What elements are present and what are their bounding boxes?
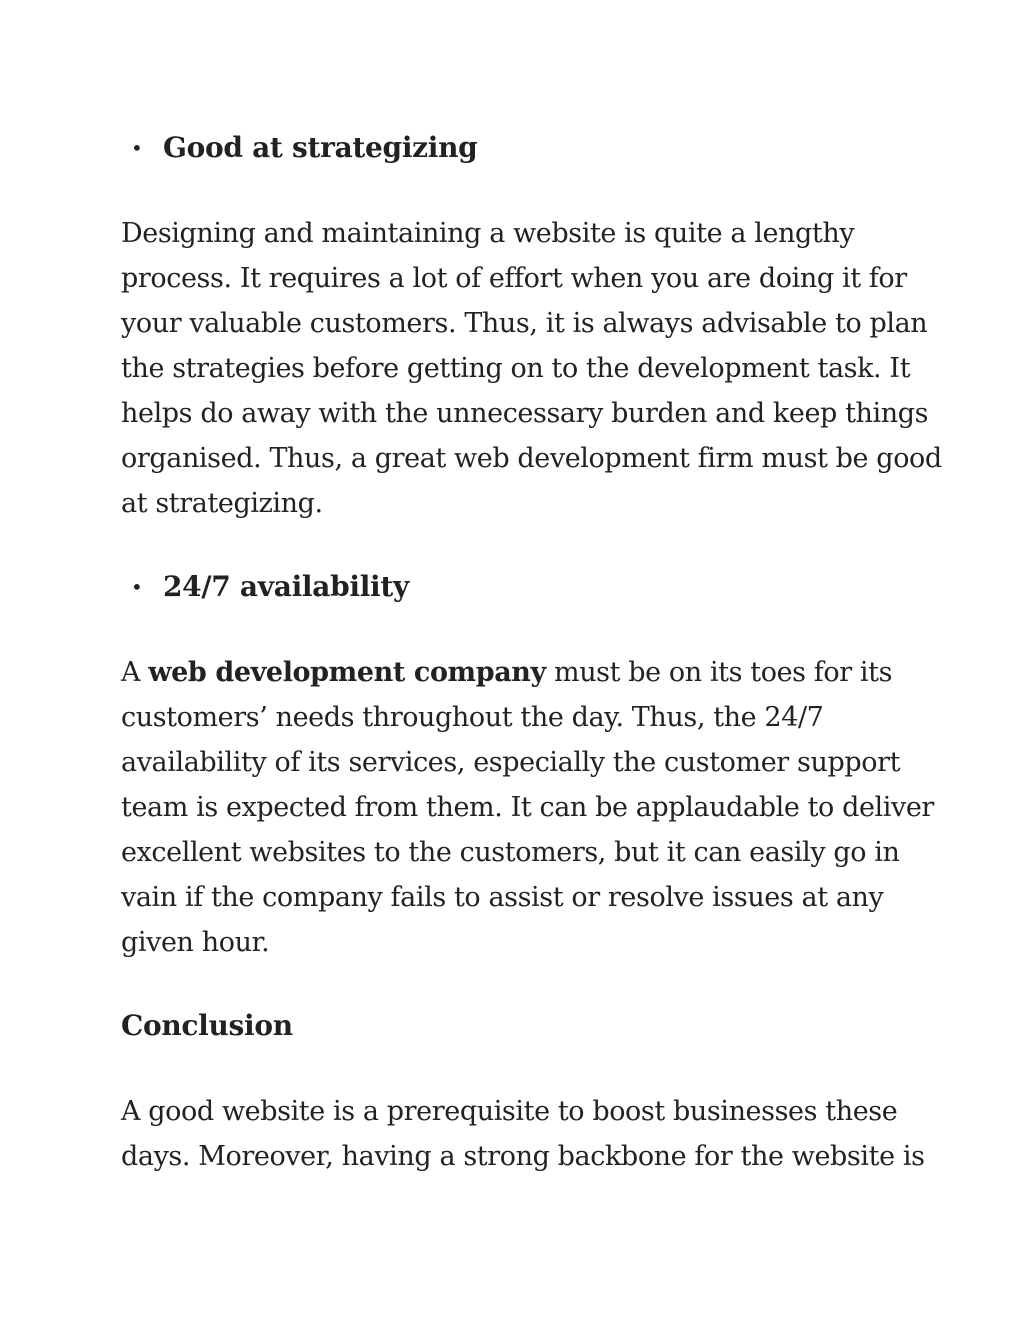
paragraph-line: Designing and maintaining a website is quite a lengthy — [121, 218, 855, 249]
paragraph-availability — [121, 650, 934, 965]
paragraph-line: team is expected from them. It can be applaudable to deliver — [121, 792, 934, 823]
paragraph-conclusion — [121, 1089, 925, 1179]
paragraph-line: the strategies before getting on to the development task. It — [121, 353, 911, 384]
paragraph-line: vain if the company fails to assist or resolve issues at any — [121, 882, 884, 913]
paragraph-line: A good website is a prerequisite to boost businesses these — [121, 1096, 898, 1127]
text-suffix: must be on its toes for its — [545, 657, 893, 688]
paragraph-line: at strategizing. — [121, 488, 323, 519]
paragraph-line: availability of its services, especially the customer support — [121, 747, 901, 778]
paragraph-line: your valuable customers. Thus, it is always advisable to plan — [121, 308, 928, 339]
paragraph-line: days. Moreover, having a strong backbone for the website is — [121, 1141, 925, 1172]
paragraph-line: organised. Thus, a great web development firm must be good — [121, 443, 942, 474]
text-prefix: A — [121, 657, 149, 688]
paragraph-line: process. It requires a lot of effort when you are doing it for — [121, 263, 907, 294]
heading-conclusion: Conclusion — [121, 1009, 293, 1042]
paragraph-line: given hour. — [121, 927, 270, 958]
paragraph-line-first — [121, 650, 921, 695]
heading-strategizing: Good at strategizing — [163, 131, 478, 164]
paragraph-line: customers’ needs throughout the day. Thus, the 24/7 — [121, 702, 824, 733]
link-text-web-development-company[interactable]: web development company — [148, 657, 546, 688]
paragraph-strategizing — [121, 211, 942, 526]
bullet-icon: • — [131, 575, 143, 599]
bullet-icon: • — [131, 136, 143, 160]
heading-availability: 24/7 availability — [163, 570, 409, 603]
paragraph-line: helps do away with the unnecessary burden and keep things — [121, 398, 929, 429]
paragraph-line: excellent websites to the customers, but it can easily go in — [121, 837, 900, 868]
